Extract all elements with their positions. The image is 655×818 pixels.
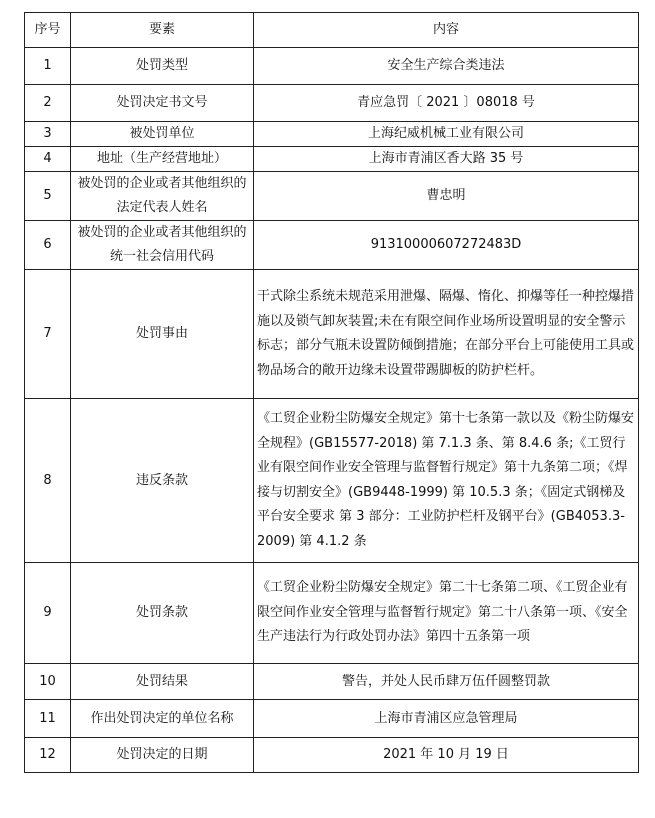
row-content: 上海市青浦区应急管理局 xyxy=(254,700,639,738)
row-element: 处罚决定的日期 xyxy=(71,738,254,773)
row-number: 6 xyxy=(25,221,71,270)
row-element: 处罚事由 xyxy=(71,270,254,399)
row-number: 8 xyxy=(25,399,71,563)
row-element: 处罚决定书文号 xyxy=(71,85,254,122)
row-element: 作出处罚决定的单位名称 xyxy=(71,700,254,738)
row-element: 被处罚的企业或者其他组织的统一社会信用代码 xyxy=(71,221,254,270)
row-element: 处罚条款 xyxy=(71,563,254,664)
table-row xyxy=(25,48,639,85)
row-number: 3 xyxy=(25,122,71,147)
row-number: 11 xyxy=(25,700,71,738)
header-no: 序号 xyxy=(25,13,71,48)
row-number: 12 xyxy=(25,738,71,773)
header-element: 要素 xyxy=(71,13,254,48)
row-element: 地址（生产经营地址） xyxy=(71,147,254,172)
row-element: 被处罚的企业或者其他组织的法定代表人姓名 xyxy=(71,172,254,221)
table-header-row xyxy=(25,13,639,48)
row-content: 《工贸企业粉尘防爆安全规定》第十七条第一款以及《粉尘防爆安全规程》(GB15577-2018) 第 7.1.3 条、第 8.4.6 条;《工贸行业有限空间作业安全管理与监督暂行规定》第十九条第二项；《焊接与切割安全》(GB9448-1999) 第 10.5.3 条；《固定式钢梯及平台安全要求 第 3 部分：工业防护栏杆及钢平台》(GB4053.3-2009) 第 4.1.2 条 xyxy=(254,399,639,563)
row-content: 警告，并处人民币肆万伍仟圆整罚款 xyxy=(254,664,639,700)
table-row xyxy=(25,399,639,563)
table-row xyxy=(25,270,639,399)
row-number: 1 xyxy=(25,48,71,85)
table-row xyxy=(25,172,639,221)
table-row xyxy=(25,147,639,172)
row-number: 9 xyxy=(25,563,71,664)
table-row xyxy=(25,85,639,122)
penalty-info-table xyxy=(24,12,639,773)
row-element: 违反条款 xyxy=(71,399,254,563)
table-row xyxy=(25,738,639,773)
row-content: 上海纪威机械工业有限公司 xyxy=(254,122,639,147)
row-number: 7 xyxy=(25,270,71,399)
table-row xyxy=(25,221,639,270)
row-number: 5 xyxy=(25,172,71,221)
table-row xyxy=(25,563,639,664)
row-content: 《工贸企业粉尘防爆安全规定》第二十七条第二项、《工贸企业有限空间作业安全管理与监督暂行规定》第二十八条第一项、《安全生产违法行为行政处罚办法》第四十五条第一项 xyxy=(254,563,639,664)
row-number: 10 xyxy=(25,664,71,700)
row-content: 上海市青浦区香大路 35 号 xyxy=(254,147,639,172)
row-content: 安全生产综合类违法 xyxy=(254,48,639,85)
row-number: 4 xyxy=(25,147,71,172)
row-content: 干式除尘系统未规范采用泄爆、隔爆、惰化、抑爆等任一种控爆措施以及锁气卸灰装置;未在有限空间作业场所设置明显的安全警示标志；部分气瓶未设置防倾倒措施；在部分平台上可能使用工具或物品场合的敞开边缘未设置带踢脚板的防护栏杆。 xyxy=(254,270,639,399)
row-element: 处罚类型 xyxy=(71,48,254,85)
row-element: 处罚结果 xyxy=(71,664,254,700)
table-row xyxy=(25,664,639,700)
header-content: 内容 xyxy=(254,13,639,48)
table-row xyxy=(25,700,639,738)
row-content: 2021 年 10 月 19 日 xyxy=(254,738,639,773)
row-content: 曹忠明 xyxy=(254,172,639,221)
row-content: 91310000607272483D xyxy=(254,221,639,270)
row-element: 被处罚单位 xyxy=(71,122,254,147)
row-number: 2 xyxy=(25,85,71,122)
row-content: 青应急罚〔 2021 〕08018 号 xyxy=(254,85,639,122)
table-row xyxy=(25,122,639,147)
